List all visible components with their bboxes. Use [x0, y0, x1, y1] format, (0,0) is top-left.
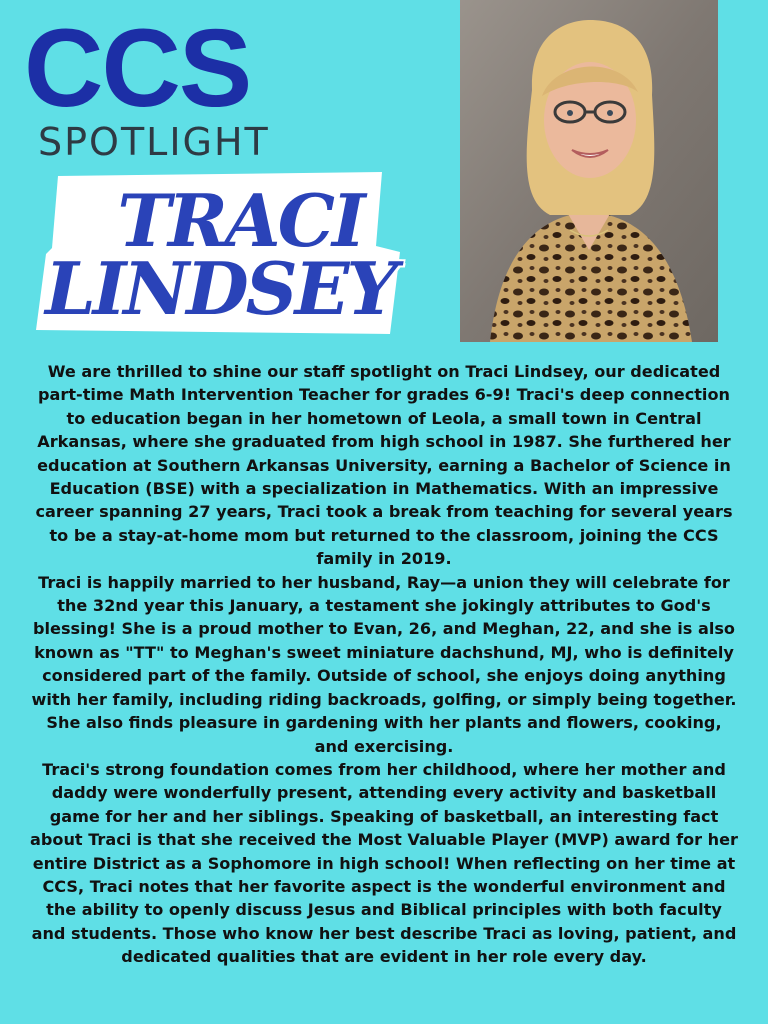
last-name: LINDSEY: [45, 246, 395, 331]
spotlight-heading: SPOTLIGHT: [38, 120, 270, 164]
name-banner: [30, 168, 410, 338]
bio-paragraph: Traci is happily married to her husband, Ray—a union they will celebrate for the 32nd year this January, a testament she jokingly attributes to God's blessing! She is a proud mother to Evan, 26, and Meghan, 22, and she is also known as "TT" to Meghan's sweet miniature dachshund, MJ, who is definitely considered part of the family. Outside of school, she enjoys doing anything with her family, including riding backroads, golfing, or simply being together. She also finds pleasure in gardening with her plants and flowers, cooking, and exercising.: [31, 572, 737, 756]
bio-paragraph: Traci's strong foundation comes from her childhood, where her mother and daddy were wonderfully present, attending every activity and basketball game for her and her siblings. Speaking of basketball, an interesting fact about Traci is that she received the Most Valuable Player (MVP) award for her entire District as a Sophomore in high school! When reflecting on her time at CCS, Traci notes that her favorite aspect is the wonderful environment and the ability to openly discuss Jesus and Biblical principles with both faculty and students. Those who know her best describe Traci as loving, patient, and dedicated qualities that are evident in her role every day.: [30, 759, 738, 967]
bio-paragraph: We are thrilled to shine our staff spotlight on Traci Lindsey, our dedicated part-time Math Intervention Teacher for grades 6-9! Traci's deep connection to education began in her hometown of Leola, a small town in Central Arkansas, where she graduated from high school in 1987. She furthered her education at Southern Arkansas University, earning a Bachelor of Science in Education (BSE) with a specialization in Mathematics. With an impressive career spanning 27 years, Traci took a break from teaching for several years to be a stay-at-home mom but returned to the classroom, joining the CCS family in 2019.: [35, 362, 733, 569]
portrait-photo: [460, 0, 718, 342]
bio-text: [30, 360, 738, 969]
first-name: TRACI: [117, 178, 363, 263]
brand-title: CCS: [24, 7, 251, 130]
